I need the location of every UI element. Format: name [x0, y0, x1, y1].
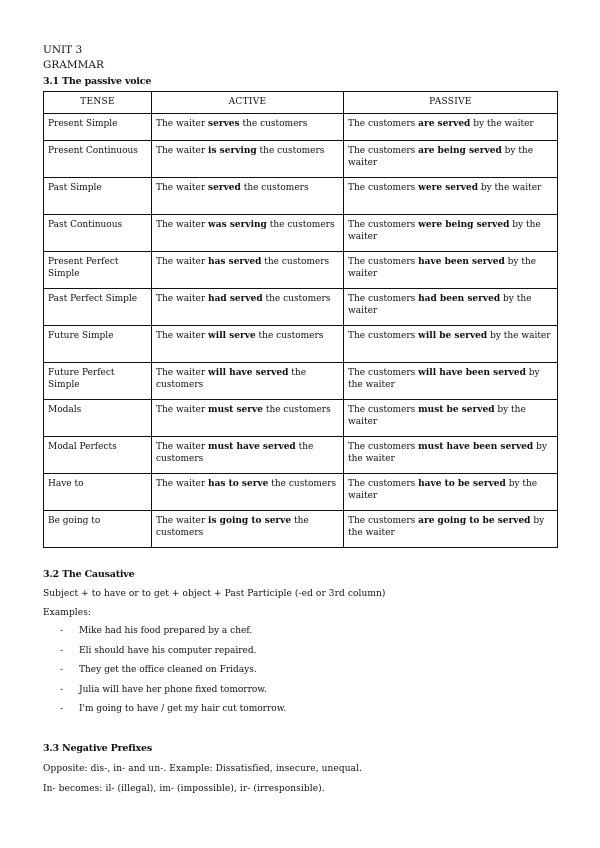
bullet-dash: - [60, 684, 64, 695]
passive-pre-text: The customers [348, 183, 419, 193]
active-pre-text: The waiter [156, 146, 209, 156]
table-body [44, 114, 558, 548]
passive-voice-title: 3.1 The passive voice [43, 76, 152, 87]
active-bold-text: served [208, 183, 241, 193]
passive-bold-text: must have been served [418, 442, 534, 452]
active-cell [152, 141, 344, 178]
active-bold-text: is serving [208, 146, 257, 156]
active-cell [152, 215, 344, 252]
passive-post-text: by the waiter [348, 146, 534, 168]
passive-bold-text: were being served [418, 220, 510, 230]
example-text: Julia will have her phone fixed tomorrow. [79, 684, 267, 695]
table-row [44, 252, 558, 289]
table-row [44, 326, 558, 363]
tense-cell: Present Simple [44, 114, 152, 141]
examples-label: Examples: [43, 608, 92, 618]
passive-post-text: by the waiter [470, 119, 534, 129]
table-row [44, 114, 558, 141]
active-bold-text: must have served [208, 442, 296, 452]
active-bold-text: serves [208, 119, 240, 129]
passive-bold-text: have been served [418, 257, 505, 267]
passive-bold-text: will be served [418, 331, 488, 341]
passive-pre-text: The customers [348, 257, 419, 267]
bullet-dash: - [60, 704, 64, 715]
tense-cell: Present Continuous [44, 141, 152, 178]
list-item [43, 684, 286, 704]
passive-post-text: by the waiter [487, 331, 551, 341]
passive-pre-text: The customers [348, 479, 419, 489]
active-cell [152, 363, 344, 400]
tense-cell: Have to [44, 474, 152, 511]
passive-pre-text: The customers [348, 368, 419, 378]
column-header-passive: PASSIVE [344, 92, 558, 114]
tense-cell: Past Continuous [44, 215, 152, 252]
active-bold-text: must serve [208, 405, 263, 415]
passive-bold-text: have to be served [418, 479, 506, 489]
active-cell [152, 178, 344, 215]
passive-cell [344, 326, 558, 363]
active-bold-text: will have served [208, 368, 289, 378]
tense-cell: Modals [44, 400, 152, 437]
prefixes-line-2: In- becomes: il- (illegal), im- (impossible), ir- (irresponsible). [43, 784, 325, 794]
passive-bold-text: are served [418, 119, 471, 129]
passive-cell [344, 252, 558, 289]
table-row [44, 363, 558, 400]
passive-pre-text: The customers [348, 294, 419, 304]
causative-rule: Subject + to have or to get + object + Past Participle (-ed or 3rd column) [43, 589, 386, 599]
passive-post-text: by the waiter [348, 294, 532, 316]
examples-list [43, 625, 286, 723]
active-post-text: the customers [240, 183, 309, 193]
passive-pre-text: The customers [348, 405, 419, 415]
active-cell [152, 326, 344, 363]
subject-heading: GRAMMAR [43, 59, 104, 71]
example-text: Mike had his food prepared by a chef. [79, 626, 253, 636]
passive-bold-text: are being served [418, 146, 502, 156]
list-item [43, 625, 286, 645]
active-pre-text: The waiter [156, 220, 209, 230]
active-pre-text: The waiter [156, 368, 209, 378]
passive-voice-table [43, 91, 558, 548]
active-post-text: the customers [262, 294, 331, 304]
passive-post-text: by the waiter [477, 183, 542, 193]
passive-cell [344, 215, 558, 252]
active-post-text: the customers [156, 442, 314, 464]
example-text: I'm going to have / get my hair cut tomorrow. [79, 704, 287, 715]
active-pre-text: The waiter [156, 183, 209, 193]
tense-cell: Future Perfect Simple [44, 363, 152, 400]
active-cell [152, 511, 344, 548]
passive-post-text: by the waiter [348, 516, 545, 538]
passive-bold-text: must be served [418, 405, 495, 415]
list-item [43, 703, 286, 723]
passive-pre-text: The customers [348, 119, 419, 129]
prefixes-line-1: Opposite: dis-, in- and un-. Example: Dissatisfied, insecure, unequal. [43, 764, 363, 774]
active-bold-text: is going to serve [208, 516, 292, 526]
passive-bold-text: were served [418, 183, 478, 193]
column-header-active: ACTIVE [152, 92, 344, 114]
active-pre-text: The waiter [156, 294, 209, 304]
active-post-text: the customers [268, 479, 337, 489]
active-cell [152, 400, 344, 437]
active-pre-text: The waiter [156, 257, 209, 267]
table-row [44, 437, 558, 474]
active-post-text: the customers [261, 257, 330, 267]
tense-cell: Past Simple [44, 178, 152, 215]
table-row [44, 511, 558, 548]
table-row [44, 141, 558, 178]
active-bold-text: has to serve [208, 479, 269, 489]
passive-post-text: by the waiter [348, 442, 547, 464]
active-cell [152, 289, 344, 326]
tense-cell: Modal Perfects [44, 437, 152, 474]
table-header-row [44, 92, 558, 114]
active-pre-text: The waiter [156, 516, 209, 526]
tense-cell: Be going to [44, 511, 152, 548]
active-post-text: the customers [156, 516, 309, 538]
active-bold-text: will serve [208, 331, 256, 341]
tense-cell: Future Simple [44, 326, 152, 363]
passive-cell [344, 511, 558, 548]
active-cell [152, 252, 344, 289]
passive-bold-text: had been served [418, 294, 501, 304]
tense-cell: Present Perfect Simple [44, 252, 152, 289]
passive-cell [344, 141, 558, 178]
table-row [44, 474, 558, 511]
active-bold-text: was serving [208, 220, 267, 230]
causative-title: 3.2 The Causative [43, 569, 135, 580]
bullet-dash: - [60, 665, 64, 676]
passive-bold-text: will have been served [418, 368, 526, 378]
bullet-dash: - [60, 626, 64, 636]
active-bold-text: has served [208, 257, 262, 267]
active-pre-text: The waiter [156, 479, 209, 489]
passive-cell [344, 114, 558, 141]
table-row [44, 289, 558, 326]
active-post-text: the customers [262, 405, 331, 415]
passive-cell [344, 363, 558, 400]
passive-pre-text: The customers [348, 331, 419, 341]
passive-post-text: by the waiter [348, 368, 540, 390]
active-cell [152, 437, 344, 474]
passive-cell [344, 178, 558, 215]
passive-cell [344, 289, 558, 326]
active-cell [152, 114, 344, 141]
passive-post-text: by the waiter [348, 220, 541, 242]
active-cell [152, 474, 344, 511]
active-post-text: the customers [156, 368, 307, 390]
active-pre-text: The waiter [156, 331, 209, 341]
active-post-text: the customers [266, 220, 335, 230]
passive-post-text: by the waiter [348, 405, 526, 427]
list-item [43, 645, 286, 665]
passive-post-text: by the waiter [348, 479, 538, 501]
passive-cell [344, 474, 558, 511]
passive-pre-text: The customers [348, 146, 419, 156]
active-post-text: the customers [255, 331, 324, 341]
unit-heading: UNIT 3 [43, 44, 83, 56]
table-row [44, 215, 558, 252]
example-text: Eli should have his computer repaired. [79, 645, 257, 656]
tense-cell: Past Perfect Simple [44, 289, 152, 326]
passive-bold-text: are going to be served [418, 516, 531, 526]
bullet-dash: - [60, 645, 64, 656]
passive-cell [344, 437, 558, 474]
example-text: They get the office cleaned on Fridays. [79, 665, 257, 676]
active-post-text: the customers [256, 146, 325, 156]
passive-pre-text: The customers [348, 516, 419, 526]
active-bold-text: had served [208, 294, 263, 304]
table-row [44, 400, 558, 437]
passive-pre-text: The customers [348, 220, 419, 230]
list-item [43, 664, 286, 684]
active-pre-text: The waiter [156, 119, 209, 129]
passive-pre-text: The customers [348, 442, 419, 452]
table-row [44, 178, 558, 215]
passive-cell [344, 400, 558, 437]
active-pre-text: The waiter [156, 442, 209, 452]
column-header-tense: TENSE [44, 92, 152, 114]
passive-post-text: by the waiter [348, 257, 537, 279]
active-post-text: the customers [239, 119, 308, 129]
negative-prefixes-title: 3.3 Negative Prefixes [43, 743, 152, 754]
active-pre-text: The waiter [156, 405, 209, 415]
